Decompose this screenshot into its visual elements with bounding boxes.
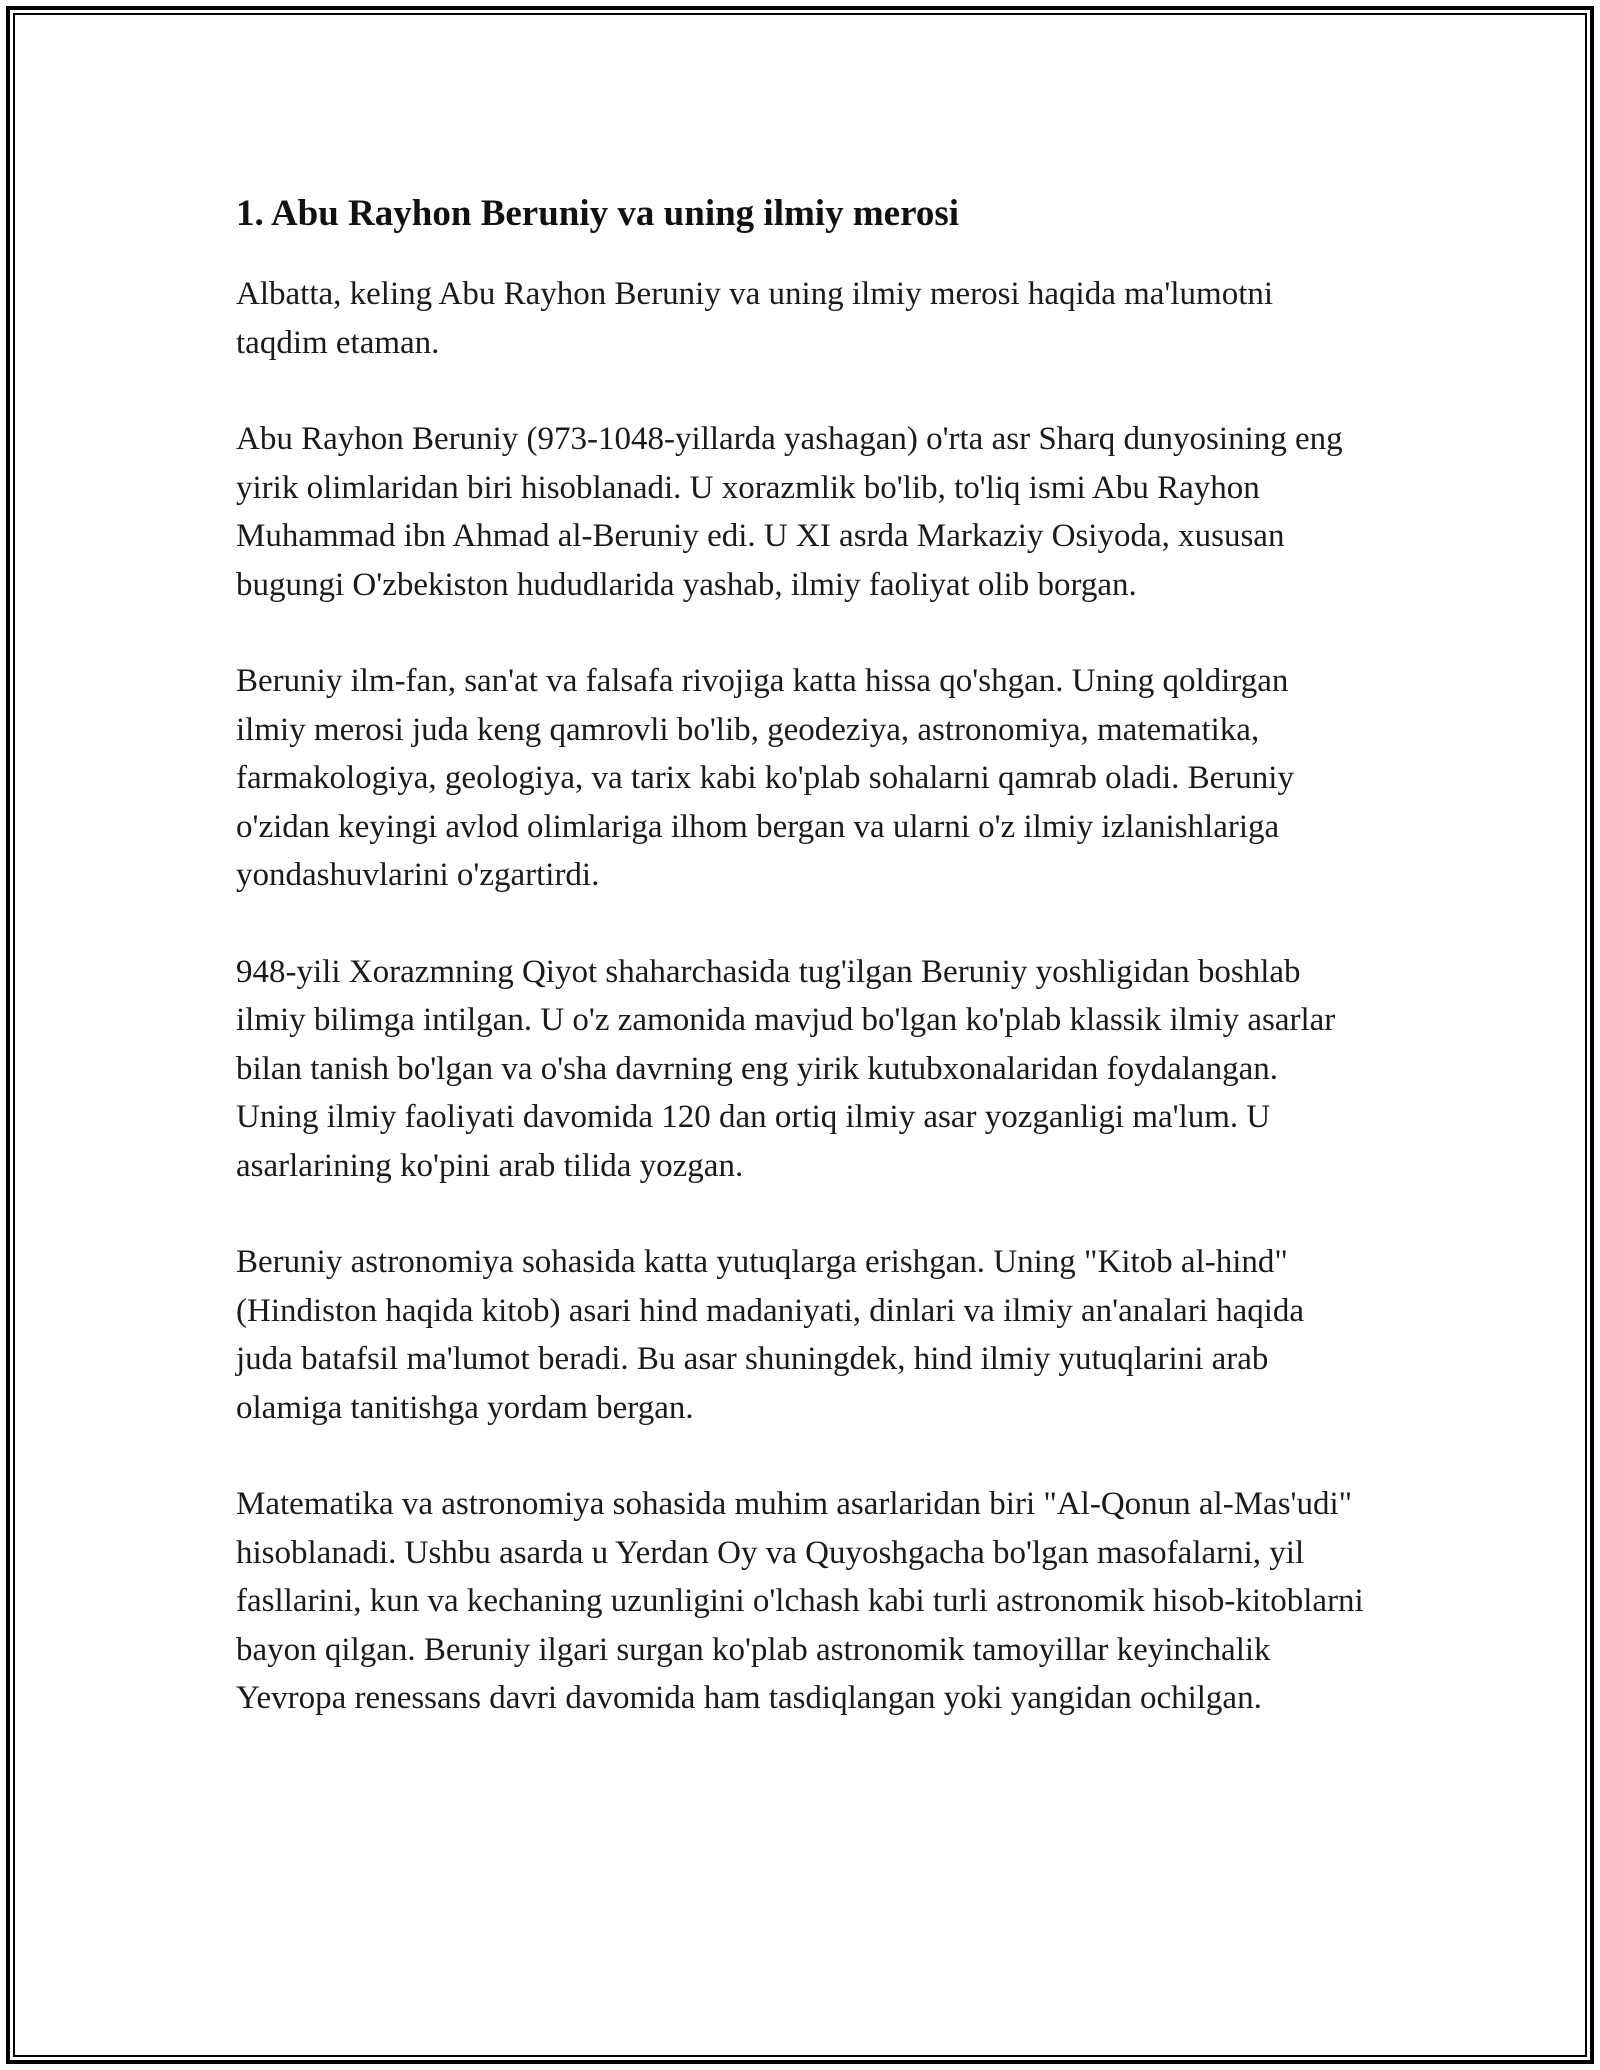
paragraph-kitob-al-hind: Beruniy astronomiya sohasida katta yutuqlarga erishgan. Uning "Kitob al-hind" (Hindiston haqida kitob) asari hind madaniyati, dinlari va ilmiy an'analari haqida juda batafsil ma'lumot beradi. Bu asar shuningdek, hind ilmiy yutuqlarini arab olamiga tanitishga yordam bergan.	[236, 1244, 1305, 1426]
paragraph-intro: Albatta, keling Abu Rayhon Beruniy va uning ilmiy merosi haqida ma'lumotni taqdim etaman.	[236, 276, 1274, 361]
page-title: 1. Abu Rayhon Beruniy va uning ilmiy merosi	[236, 193, 960, 234]
paragraph-biography: Abu Rayhon Beruniy (973-1048-yillarda yashagan) o'rta asr Sharq dunyosining eng yirik olimlaridan biri hisoblanadi. U xorazmlik bo'lib, to'liq ismi Abu Rayhon Muhammad ibn Ahmad al-Beruniy edi. U XI asrda Markaziy Osiyoda, xususan bugungi O'zbekiston hududlarida yashab, ilmiy faoliyat olib borgan.	[236, 421, 1343, 603]
paragraph-al-qonun: Matematika va astronomiya sohasida muhim asarlaridan biri "Al-Qonun al-Mas'udi" hisoblanadi. Ushbu asarda u Yerdan Oy va Quyoshgacha bo'lgan masofalarni, yil fasllarini, kun va kechaning uzunligini o'lchash kabi turli astronomik hisob-kitoblarni bayon qilgan. Beruniy ilgari surgan ko'plab astronomik tamoyillar keyinchalik Yevropa renessans davri davomida ham tasdiqlangan yoki yangidan ochilgan.	[236, 1486, 1364, 1716]
paragraph-early-life: 948-yili Xorazmning Qiyot shaharchasida tug'ilgan Beruniy yoshligidan boshlab ilmiy bilimga intilgan. U o'z zamonida mavjud bo'lgan ko'plab klassik ilmiy asarlar bilan tanish bo'lgan va o'sha davrning eng yirik kutubxonalaridan foydalangan. Uning ilmiy faoliyati davomida 120 dan ortiq ilmiy asar yozganligi ma'lum. U asarlarining ko'pini arab tilida yozgan.	[236, 953, 1336, 1184]
paragraph-contributions: Beruniy ilm-fan, san'at va falsafa rivojiga katta hissa qo'shgan. Uning qoldirgan ilmiy merosi juda keng qamrovli bo'lib, geodeziya, astronomiya, matematika, farmakologiya, geologiya, va tarix kabi ko'plab sohalarni qamrab oladi. Beruniy o'zidan keyingi avlod olimlariga ilhom bergan va ularni o'z ilmiy izlanishlariga yondashuvlarini o'zgartirdi.	[236, 663, 1294, 893]
document-body	[236, 186, 1366, 1771]
